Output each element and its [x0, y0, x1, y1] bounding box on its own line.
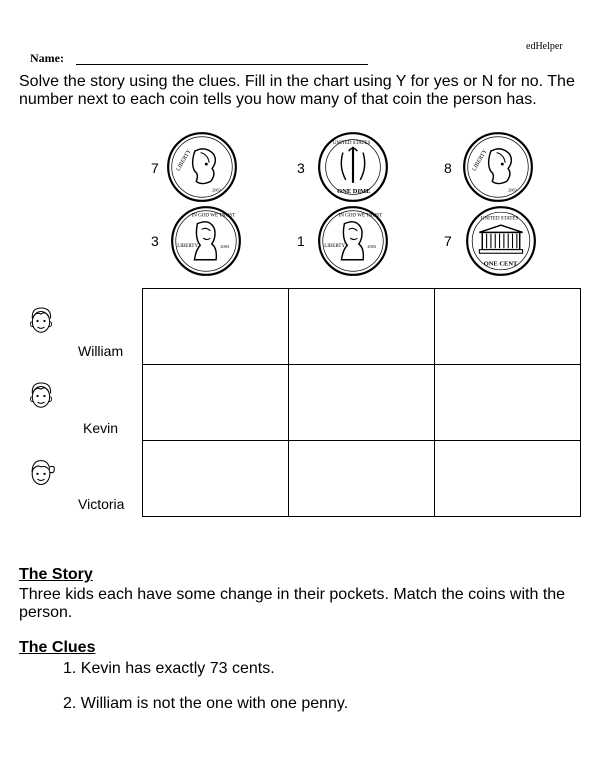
coin-count: 7	[151, 160, 159, 176]
clue-item: 2. William is not the one with one penny.	[63, 695, 349, 712]
story-text: Three kids each have some change in their pockets. Match the coins with the person.	[19, 586, 566, 621]
coin-count: 3	[151, 233, 159, 249]
grid-cell[interactable]	[143, 289, 289, 365]
instructions-text: Solve the story using the clues. Fill in the chart using Y for yes or N for no. The number next to each coin tells you how many of that coin the person has.	[19, 73, 575, 108]
dime-icon	[462, 131, 534, 203]
girl-face-icon	[26, 458, 56, 488]
boy-face-icon	[28, 306, 54, 336]
clues-heading: The Clues	[19, 639, 96, 656]
penny-back-icon	[465, 205, 537, 277]
penny-icon	[317, 205, 389, 277]
grid-cell[interactable]	[143, 441, 289, 517]
grid-cell[interactable]	[143, 365, 289, 441]
coin-count: 1	[297, 233, 305, 249]
boy-face-icon	[28, 381, 54, 411]
person-name-kevin: Kevin	[83, 420, 119, 436]
coin-count: 8	[444, 160, 452, 176]
grid-cell[interactable]	[289, 441, 435, 517]
grid-cell[interactable]	[289, 289, 435, 365]
brand-text: edHelper	[526, 41, 563, 52]
name-label: Name:	[30, 51, 64, 65]
dime-back-icon	[317, 131, 389, 203]
grid-cell[interactable]	[435, 441, 581, 517]
name-line[interactable]	[76, 64, 368, 65]
grid-cell[interactable]	[435, 365, 581, 441]
grid-row-kevin	[143, 365, 581, 441]
person-name-victoria: Victoria	[78, 496, 125, 512]
grid-cell[interactable]	[289, 365, 435, 441]
coin-count: 3	[297, 160, 305, 176]
coin-count: 7	[444, 233, 452, 249]
dime-icon	[166, 131, 238, 203]
answer-grid	[142, 288, 581, 517]
clue-item: 1. Kevin has exactly 73 cents.	[63, 660, 275, 677]
story-heading: The Story	[19, 566, 93, 583]
grid-row-william	[143, 289, 581, 365]
grid-row-victoria	[143, 441, 581, 517]
penny-icon	[170, 205, 242, 277]
person-name-william: William	[78, 343, 124, 359]
grid-cell[interactable]	[435, 289, 581, 365]
